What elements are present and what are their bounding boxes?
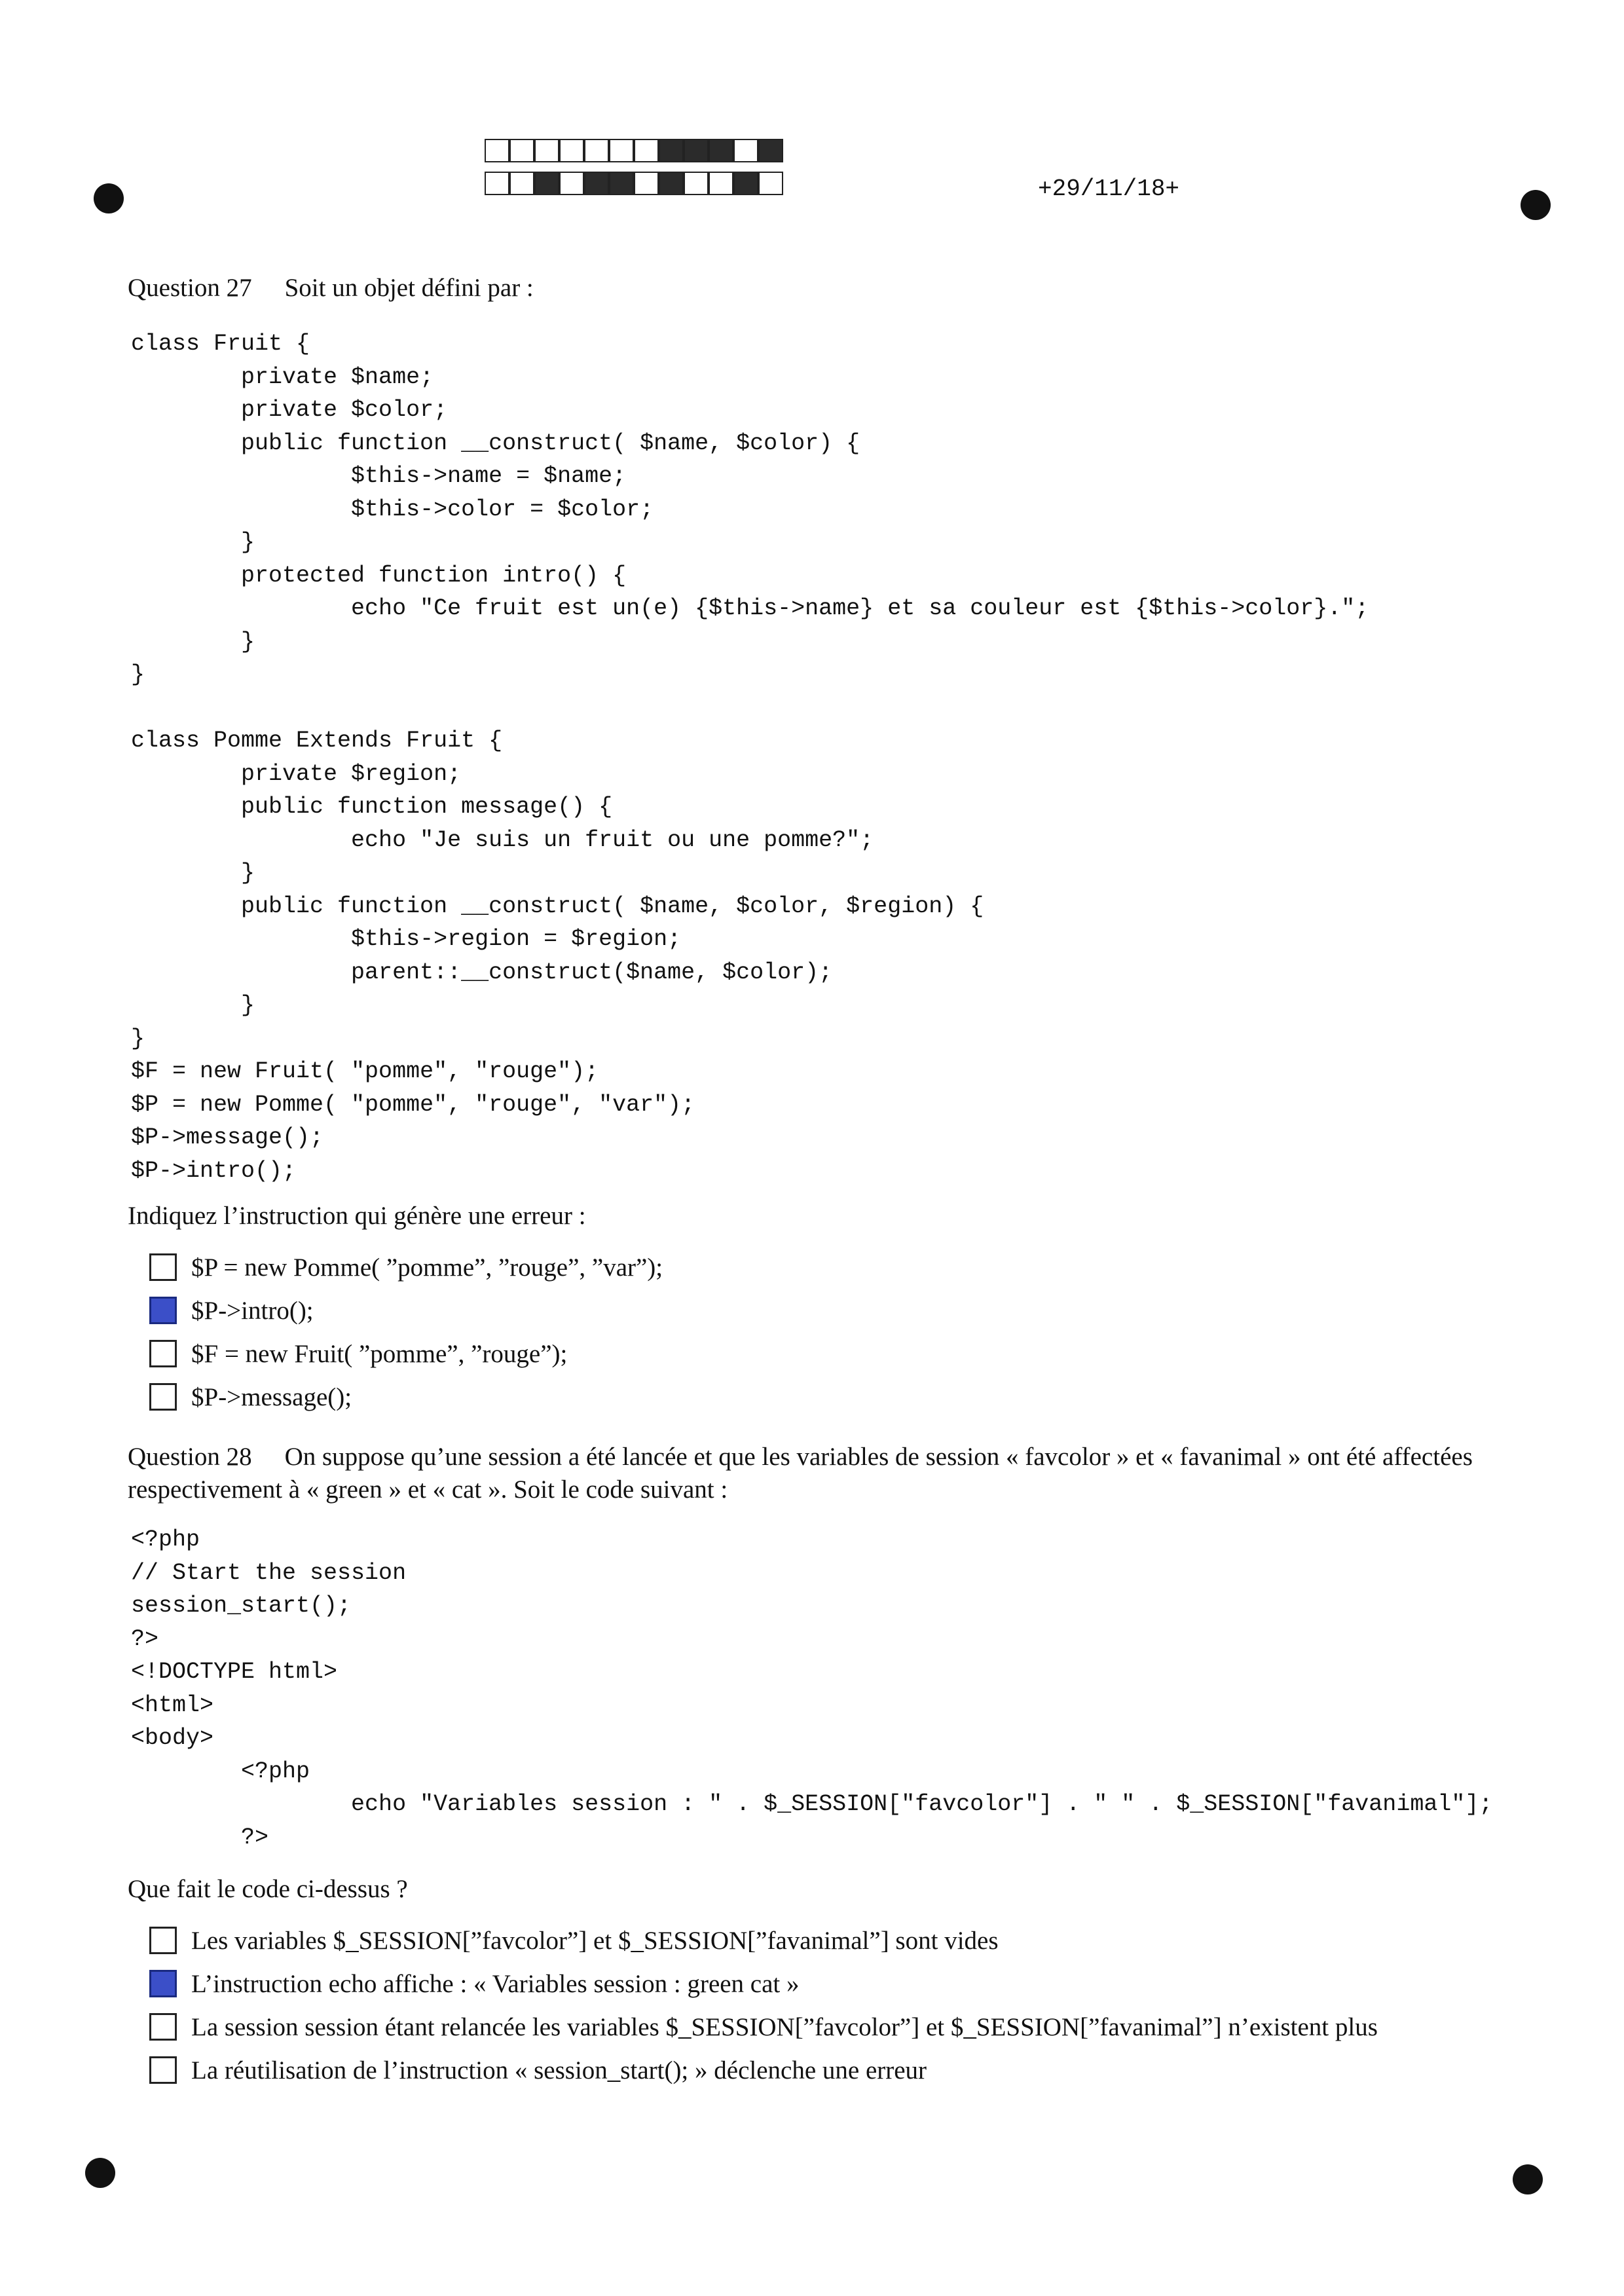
question-27-answers	[149, 1246, 663, 1418]
registration-mark-bottom-left	[85, 2158, 115, 2188]
question-28-label: Question 28	[128, 1443, 252, 1471]
barcode-cell	[534, 172, 559, 195]
barcode-cell	[733, 139, 758, 162]
checkbox[interactable]	[149, 1253, 177, 1281]
barcode-row-1	[485, 139, 783, 165]
question-27-code: class Fruit { private $name; private $color; public function __construct( $name, $color) { $this->name = $name; $this->color = $color; } protected function intro() { echo "Ce fruit est un(e) {$this->name} et sa couleur est {$this->color}."; } } class Pomme Extends Fruit { private $region; public function message() { echo "Je suis un fruit ou une pomme?"; } public function __construct( $name, $color, $region) { $this->region = $region; parent::__construct($name, $color); } } $F = new Fruit( "pomme", "rouge"); $P = new Pomme( "pomme", "rouge", "var"); $P->message(); $P->intro();	[131, 331, 1369, 1184]
question-27-header	[128, 272, 1536, 305]
answer-option[interactable]	[149, 2048, 1378, 2092]
answer-text: $P = new Pomme( ”pomme”, ”rouge”, ”var”);	[191, 1253, 663, 1282]
answer-text: $F = new Fruit( ”pomme”, ”rouge”);	[191, 1339, 568, 1368]
barcode-cell	[485, 172, 509, 195]
registration-mark-top-right	[1521, 190, 1551, 220]
barcode-cell	[709, 139, 733, 162]
answer-option[interactable]	[149, 1332, 663, 1375]
answer-option[interactable]	[149, 1919, 1378, 1962]
barcode-cell	[609, 139, 634, 162]
barcode-row-2	[485, 172, 783, 198]
answer-option[interactable]	[149, 2005, 1378, 2048]
checkbox-checked[interactable]	[149, 1970, 177, 1997]
barcode-cell	[684, 139, 709, 162]
question-28-prompt: On suppose qu’une session a été lancée et que les variables de session « favcolor » et « favanimal » ont été affectées respectivement à « green » et « cat ». Soit le code suivant :	[128, 1443, 1473, 1504]
barcode-cell	[559, 172, 584, 195]
barcode-cell	[659, 139, 684, 162]
barcode-cell	[584, 172, 609, 195]
answer-text: La réutilisation de l’instruction « session_start(); » déclenche une erreur	[191, 2056, 927, 2084]
barcode-cell	[534, 139, 559, 162]
question-28-code: <?php // Start the session session_start(); ?> <!DOCTYPE html> <html> <body> <?php echo "Variables session : " . $_SESSION["favcolor"] . " " . $_SESSION["favanimal"]; ?>	[131, 1527, 1493, 1851]
barcode-cell	[509, 139, 534, 162]
barcode-cell	[758, 139, 783, 162]
registration-mark-bottom-right	[1513, 2164, 1543, 2194]
barcode-cell	[758, 172, 783, 195]
barcode-cell	[733, 172, 758, 195]
question-28-answers	[149, 1919, 1378, 2092]
question-28-question: Que fait le code ci-dessus ?	[128, 1875, 408, 1903]
barcode-cell	[709, 172, 733, 195]
barcode-cell	[584, 139, 609, 162]
question-27-question: Indiquez l’instruction qui génère une erreur :	[128, 1202, 586, 1230]
barcode-cell	[559, 139, 584, 162]
barcode-cell	[509, 172, 534, 195]
answer-text: $P->message();	[191, 1382, 352, 1411]
answer-option[interactable]	[149, 1289, 663, 1332]
checkbox[interactable]	[149, 1927, 177, 1954]
answer-option[interactable]	[149, 1246, 663, 1289]
answer-text: L’instruction echo affiche : « Variables session : green cat »	[191, 1969, 800, 1998]
checkbox-checked[interactable]	[149, 1297, 177, 1324]
answer-text: $P->intro();	[191, 1296, 314, 1325]
answer-text: Les variables $_SESSION[”favcolor”] et $_SESSION[”favanimal”] sont vides	[191, 1926, 999, 1955]
barcode-cell	[609, 172, 634, 195]
answer-option[interactable]	[149, 1962, 1378, 2005]
checkbox[interactable]	[149, 1340, 177, 1367]
barcode-cell	[659, 172, 684, 195]
barcode-cell	[684, 172, 709, 195]
barcode-cell	[634, 139, 659, 162]
registration-mark-top-left	[94, 183, 124, 213]
barcode-cell	[485, 139, 509, 162]
checkbox[interactable]	[149, 1383, 177, 1411]
barcode-cell	[634, 172, 659, 195]
checkbox[interactable]	[149, 2056, 177, 2084]
answer-text: La session session étant relancée les variables $_SESSION[”favcolor”] et $_SESSION[”favanimal”] n’existent plus	[191, 2012, 1378, 2041]
question-27-label: Question 27	[128, 274, 252, 302]
checkbox[interactable]	[149, 2013, 177, 2041]
question-28-header	[128, 1441, 1536, 1506]
header-date: +29/11/18+	[1038, 176, 1180, 202]
question-27-prompt: Soit un objet défini par :	[284, 274, 534, 302]
answer-option[interactable]	[149, 1375, 663, 1418]
